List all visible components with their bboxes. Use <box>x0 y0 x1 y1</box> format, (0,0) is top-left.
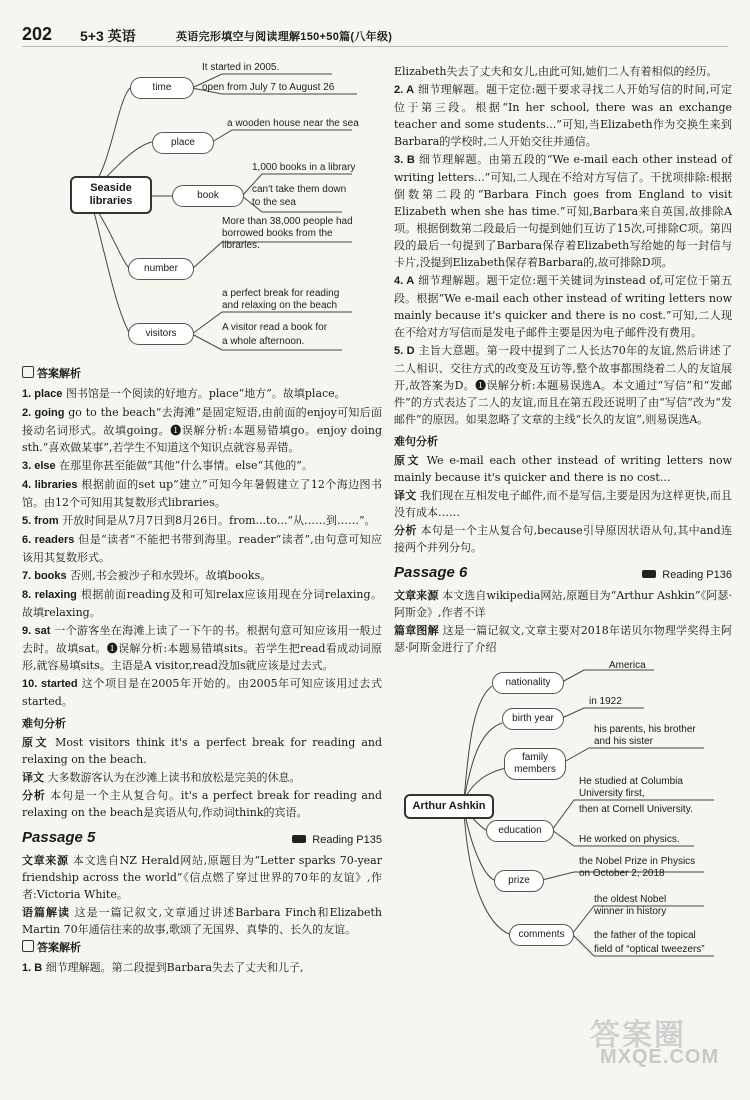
hard-sentence-heading: 难句分析 <box>22 718 66 730</box>
mm2-family-text-1: his parents, his brother <box>594 724 696 735</box>
page-header <box>22 22 728 47</box>
hard-sentence-analysis: 分析 本句是一个主从复合句。it's a perfect break for reading and relaxing on the beach是宾语从句,作动词think的宾语。 <box>22 789 383 819</box>
book-title: 英语完形填空与阅读理解150+50篇(八年级) <box>176 31 393 43</box>
mm1-visitors-text-2: and relaxing on the beach <box>222 300 338 311</box>
passage-5-source: 文章来源 本文选自NZ Herald网站,原题目为“Letter sparks 70-year friendship across the world”《信点燃了穿过世界的70年的友谊》,作者:Victoria White。 <box>22 854 382 901</box>
mm2-birth-text: in 1922 <box>589 696 622 707</box>
answer-item: 4. libraries 根据前面的set up“建立”可知今年暑假建立了12个海边图书馆。由12个可知用其复数形式libraries。 <box>22 478 382 509</box>
answer-item: 6. readers 但是“读者”不能把书带到海里。reader“读者”,由句意可知应该用其复数形式。 <box>22 533 383 564</box>
node-comments: comments <box>509 924 574 946</box>
passage-6-reading-ref: Reading P136 <box>642 567 732 584</box>
mm1-number-text-1: More than 38,000 people had <box>222 216 353 227</box>
hard-sentence-original: 原文 We e-mail each other instead of writing letters now mainly because it's quicker and there is no cost... <box>394 454 733 484</box>
mm2-comments-text-4: field of “optical tweezers” <box>594 944 705 955</box>
mm2-prize-text-2: on October 2, 2018 <box>579 868 665 879</box>
passage-5-title: Passage 5 <box>22 829 96 846</box>
mm2-comments-text-3: the father of the topical <box>594 930 696 941</box>
mm2-education-text-1: He studied at Columbia <box>579 776 683 787</box>
page-number: 202 <box>22 24 53 44</box>
left-column <box>22 62 382 978</box>
answer-icon <box>22 940 34 952</box>
answer-item: 2. going go to the beach“去海滩”是固定短语,由前面的enjoy可知后面接动名词形式。故填going。❶误解分析:本题易错填go。enjoy doing sth.“喜欢做某事”,若学生不知道这个知识点就容易弄错。 <box>22 406 382 454</box>
watermark-line-2: MXQE.COM <box>600 1046 720 1068</box>
mindmap-arthur-ashkin <box>394 660 732 980</box>
continued-text: Elizabeth失去了丈夫和女儿,由此可知,她们二人有着相似的经历。 <box>394 65 718 78</box>
mm1-time-text-2: open from July 7 to August 26 <box>202 82 335 93</box>
book-brand: 5+3 英语 <box>80 28 136 44</box>
node-place: place <box>152 132 214 154</box>
passage-6-bar <box>394 564 732 586</box>
mm2-education-text-3: then at Cornell University. <box>579 804 693 815</box>
node-prize: prize <box>494 870 544 892</box>
right-column <box>394 62 732 980</box>
node-nationality: nationality <box>492 672 564 694</box>
passage-6-title: Passage 6 <box>394 564 468 581</box>
hard-sentence-translation: 译文 大多数游客认为在沙滩上读书和放松是完美的休息。 <box>22 771 301 784</box>
passage-6-source: 文章来源 本文选自wikipedia网站,原题目为“Arthur Ashkin”《阿瑟·阿斯金》,作者不详 <box>394 589 733 619</box>
hard-sentence-original: 原文 Most visitors think it's a perfect break for reading and relaxing on the beach. <box>22 736 383 766</box>
mm1-visitors-text-4: a whole afternoon. <box>222 336 305 347</box>
answer-heading: 答案解析 <box>22 366 382 383</box>
answer-item: 10. started 这个项目是在2005年开始的。由2005年可知应该用过去式started。 <box>22 677 382 708</box>
mindmap2-root: Arthur Ashkin <box>404 794 494 819</box>
answer-icon <box>22 366 34 378</box>
mm1-time-text-1: It started in 2005. <box>202 62 280 73</box>
mm1-visitors-text-3: A visitor read a book for <box>222 322 328 333</box>
node-time: time <box>130 77 194 99</box>
passage-5-bar <box>22 829 382 851</box>
answer-item: 4. A 细节理解题。题干定位:题干关键词为instead of,可定位于第五段。根据“We e-mail each other instead of writing letters now mainly because it's quicker and there is no cost.”可知,二人现在不给对方写信而是发电子邮件主要是因为电子邮件没有费用。 <box>394 274 732 339</box>
node-book: book <box>172 185 244 207</box>
passage-6-graph-intro: 篇章图解 这是一篇记叙文,文章主要对2018年诺贝尔物理学奖得主阿瑟·阿斯金进行了介绍 <box>394 624 733 654</box>
hard-sentence-heading: 难句分析 <box>394 436 438 448</box>
answer-item: 7. books 否则,书会被沙子和水毁坏。故填books。 <box>22 569 272 582</box>
hard-sentence-analysis: 分析 本句是一个主从复合句,because引导原因状语从句,其中and连接两个并列分句。 <box>394 524 733 554</box>
node-number: number <box>128 258 194 280</box>
mm2-prize-text-1: the Nobel Prize in Physics <box>579 856 696 867</box>
pointing-hand-icon <box>292 835 306 843</box>
mm1-book-text-2: can't take them down <box>252 184 347 195</box>
answer-item: 5. from 开放时间是从7月7日到8月26日。from...to...“从……到……”。 <box>22 514 376 527</box>
mm1-visitors-text-1: a perfect break for reading <box>222 288 340 299</box>
node-birth-year: birth year <box>502 708 564 730</box>
mm1-number-text-3: libraries. <box>222 240 260 251</box>
mm1-place-text: a wooden house near the sea <box>227 118 359 129</box>
watermark-line-1: 答案圈 <box>590 1019 686 1052</box>
hard-sentence-translation: 译文 我们现在互相发电子邮件,而不是写信,主要是因为这样更快,而且没有成本…… <box>394 489 732 519</box>
answer-item: 5. D 主旨大意题。第一段中提到了二人长达70年的友谊,然后讲述了二人相识、交往方式的改变及互访等,整个故事都围绕着二人的友谊展开,故答案为D。❶误解分析:本题易误选A。本文通过“写信”和“发邮件”的方式表达了二人的友谊,而且在第五段还说明了由“写信”改为“发邮件”的原因。如果忽略了文章的主线“长久的友谊”,则易误选A。 <box>394 344 732 426</box>
mm1-book-text-3: to the sea <box>252 197 296 208</box>
answer-item: 2. A 细节理解题。题干定位:题干要求寻找二人开始写信的时间,可定位于第三段。根据“In her school, there was an exchange teacher and some students...”可知,当Elizabeth作为交换生来到Barbara的学校时,二人开始交往并通信。 <box>394 83 733 148</box>
mm2-nationality-text: America <box>609 660 646 671</box>
answer-item: 3. B 细节理解题。由第五段的“We e-mail each other instead of writing letters...”可知,二人现在不给对方写信了。干扰项排除:根据倒数第二段的“Barbara Finch goes from England to visit Elizabeth when she has time.”可知,Barbara来自英国,故排除A项。根据倒数第二段最后一句提到她们互访了15次,可排除C项。第四段的最后一句提到了Barbara保存着Elizabeth写给她的每一封信与卡片,没提到Elizabeth保存着Barbara的,故可排除D项。 <box>394 153 732 269</box>
node-family-members: family members <box>504 748 566 780</box>
pointing-hand-icon <box>642 570 656 578</box>
mm1-book-text-1: 1,000 books in a library <box>252 162 356 173</box>
node-visitors: visitors <box>128 323 194 345</box>
passage-5-interpretation: 语篇解读 这是一篇记叙文,文章通过讲述Barbara Finch和Elizabeth Martin 70年通信往来的故事,歌颂了无国界、真挚的、长久的友谊。 <box>22 906 383 936</box>
mindmap-root: Seaside libraries <box>70 176 152 214</box>
mindmap-seaside-libraries <box>22 62 382 360</box>
passage-5-reading-ref: Reading P135 <box>292 832 382 849</box>
mm2-education-text-4: He worked on physics. <box>579 834 680 845</box>
answer-item: 1. place 图书馆是一个阅读的好地方。place“地方”。故填place。 <box>22 387 346 400</box>
answer-item: 3. else 在那里你甚至能做“其他”什么事情。else“其他的”。 <box>22 459 313 472</box>
node-education: education <box>486 820 554 842</box>
answer-item: 9. sat 一个游客坐在海滩上读了一下午的书。根据句意可知应该用一般过去时。故填sat。❶误解分析:本题易错填sits。若学生把read看成动词原形,就容易填sits。主语是A visitor,read没加s就应该是过去式。 <box>22 624 382 672</box>
mm2-education-text-2: University first, <box>579 788 645 799</box>
watermark-logo <box>580 1010 730 1080</box>
answer-item: 8. relaxing 根据前面reading及和可知relax应该用现在分词relaxing。故填relaxing。 <box>22 588 382 619</box>
mm1-number-text-2: borrowed books from the <box>222 228 333 239</box>
mm2-comments-text-1: the oldest Nobel <box>594 894 667 905</box>
mm2-family-text-2: and his sister <box>594 736 653 747</box>
mm2-comments-text-2: winner in history <box>594 906 667 917</box>
answer-item: 1. B 细节理解题。第二段提到Barbara失去了丈夫和儿子, <box>22 961 304 974</box>
answer-heading-2: 答案解析 <box>22 940 382 957</box>
